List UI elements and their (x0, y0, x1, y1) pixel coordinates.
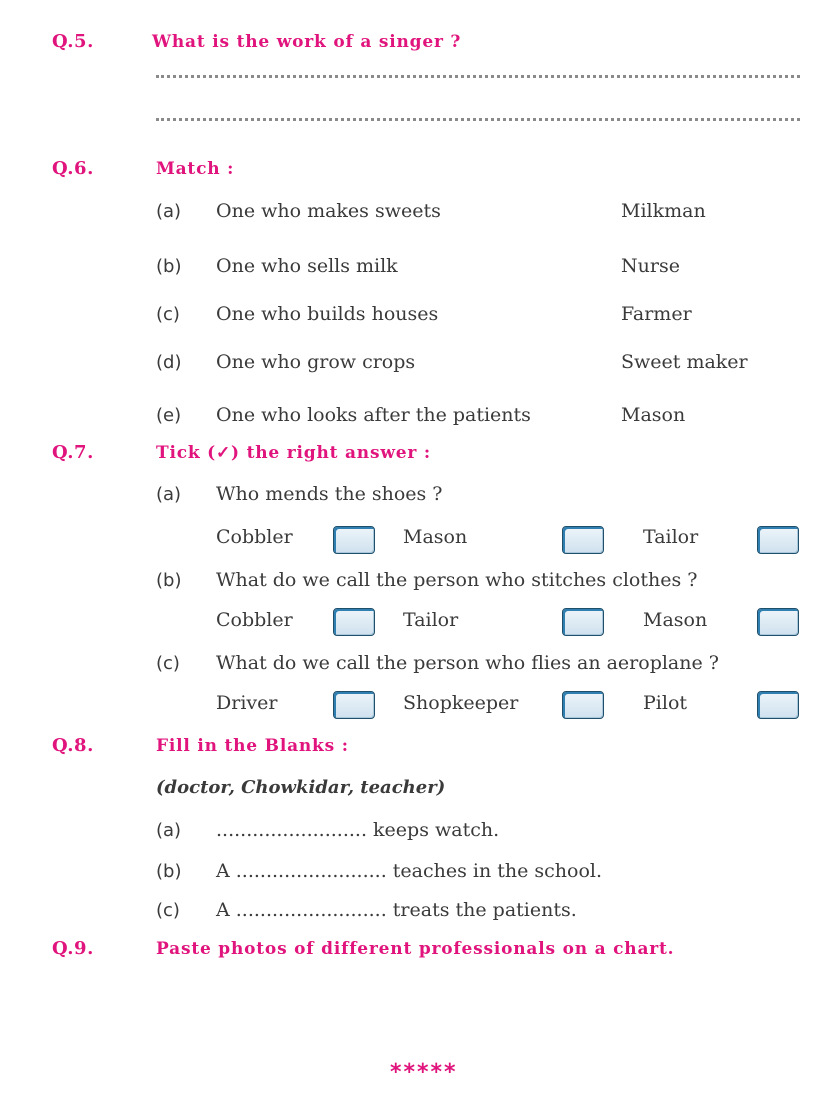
q7-option: Driver (216, 692, 278, 714)
q6-row-left: One who looks after the patients (216, 404, 531, 426)
q8-word-bank: (doctor, Chowkidar, teacher) (156, 777, 446, 798)
q7-option: Tailor (643, 526, 699, 548)
q9-title: Paste photos of different professionals on a chart. (156, 939, 675, 959)
q7-item-label: (c) (156, 653, 180, 674)
tick-checkbox[interactable] (757, 526, 799, 554)
q7-option: Pilot (643, 692, 688, 714)
q6-row-right: Sweet maker (621, 351, 748, 373)
footer-stars: ***** (390, 1060, 458, 1085)
q6-row-label: (e) (156, 405, 182, 426)
q6-row-right: Milkman (621, 200, 706, 222)
q8-item-label: (b) (156, 861, 182, 882)
q8-item-text: A ......................... teaches in the school. (216, 860, 603, 882)
q8-number: Q.8. (52, 735, 94, 756)
tick-checkbox[interactable] (562, 608, 604, 636)
q6-title: Match : (156, 159, 235, 179)
q7-item-label: (b) (156, 570, 182, 591)
q7-number: Q.7. (52, 442, 94, 463)
q8-item-label: (c) (156, 900, 180, 921)
q7-title: Tick (✓) the right answer : (156, 443, 431, 463)
q5-answer-line-2[interactable] (156, 118, 800, 121)
q6-row-label: (d) (156, 352, 182, 373)
tick-checkbox[interactable] (757, 608, 799, 636)
q7-option: Cobbler (216, 609, 293, 631)
q6-row-label: (b) (156, 256, 182, 277)
q7-option: Mason (403, 526, 468, 548)
q7-item-label: (a) (156, 484, 182, 505)
tick-checkbox[interactable] (562, 691, 604, 719)
q7-item-question: What do we call the person who flies an aeroplane ? (216, 652, 719, 674)
q6-row-label: (c) (156, 304, 180, 325)
q7-option: Tailor (403, 609, 459, 631)
q6-row-left: One who grow crops (216, 351, 416, 373)
tick-checkbox[interactable] (333, 691, 375, 719)
q6-row-right: Nurse (621, 255, 680, 277)
tick-checkbox[interactable] (757, 691, 799, 719)
q9-number: Q.9. (52, 938, 94, 959)
q6-row-left: One who makes sweets (216, 200, 441, 222)
q6-row-left: One who builds houses (216, 303, 439, 325)
q8-item-text: A ......................... treats the patients. (216, 899, 577, 921)
q8-item-label: (a) (156, 820, 182, 841)
q8-title: Fill in the Blanks : (156, 736, 349, 756)
q6-number: Q.6. (52, 158, 94, 179)
q7-item-question: What do we call the person who stitches clothes ? (216, 569, 698, 591)
q5-title: What is the work of a singer ? (152, 32, 462, 52)
q6-row-right: Mason (621, 404, 686, 426)
tick-checkbox[interactable] (562, 526, 604, 554)
q7-option: Cobbler (216, 526, 293, 548)
q6-row-label: (a) (156, 201, 182, 222)
q7-item-question: Who mends the shoes ? (216, 483, 443, 505)
q7-option: Shopkeeper (403, 692, 519, 714)
q8-item-text: ......................... keeps watch. (216, 819, 500, 841)
tick-checkbox[interactable] (333, 608, 375, 636)
q5-answer-line-1[interactable] (156, 75, 800, 78)
q6-row-right: Farmer (621, 303, 692, 325)
q5-number: Q.5. (52, 31, 94, 52)
q7-option: Mason (643, 609, 708, 631)
tick-checkbox[interactable] (333, 526, 375, 554)
q6-row-left: One who sells milk (216, 255, 398, 277)
